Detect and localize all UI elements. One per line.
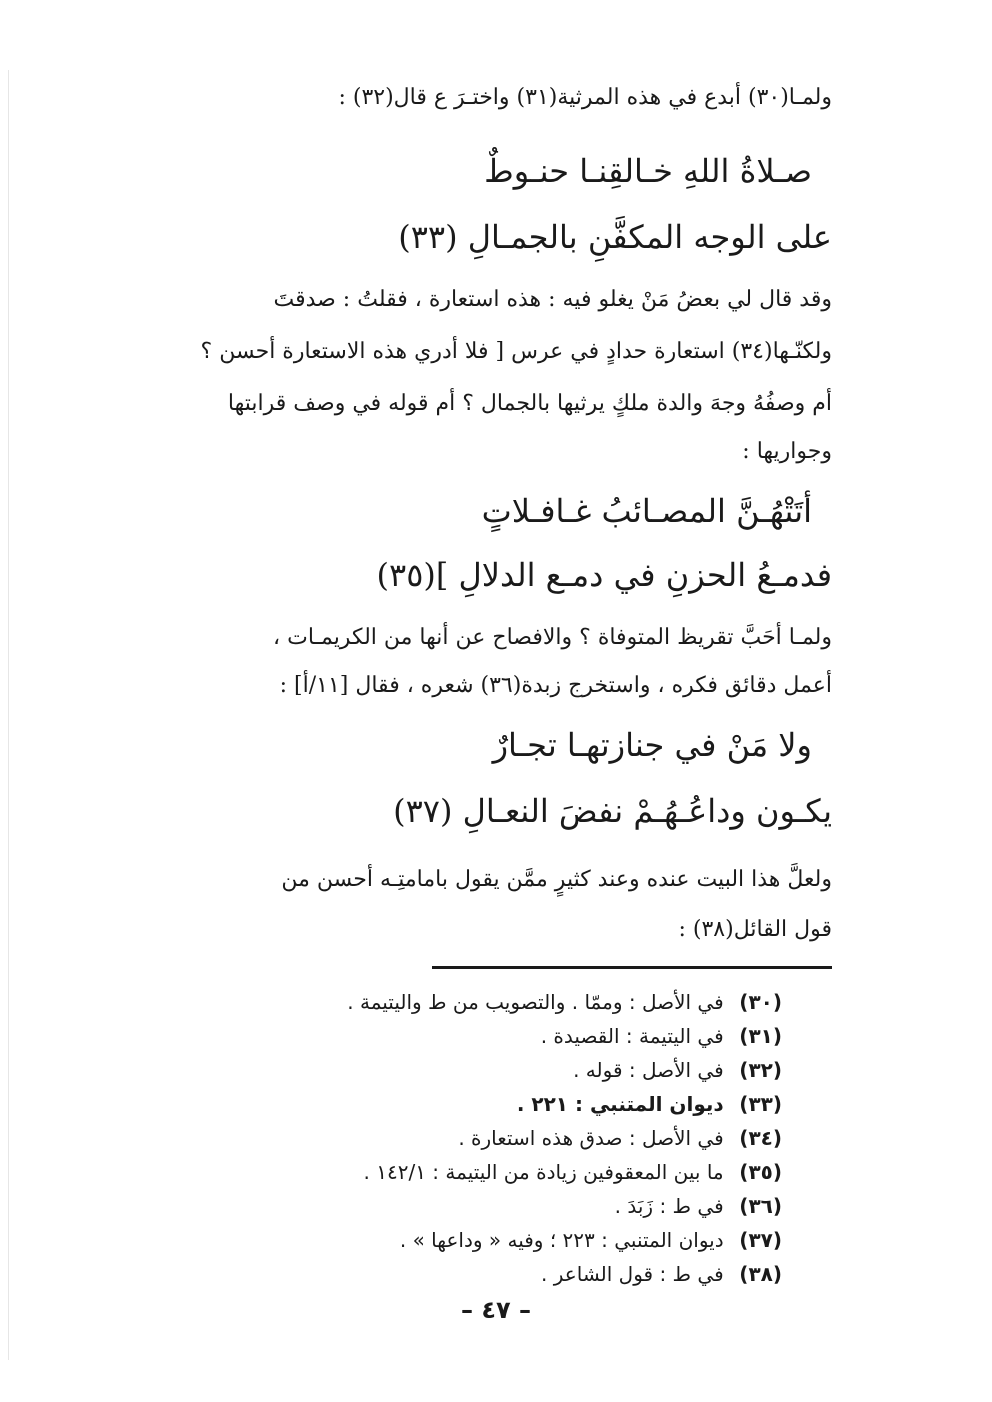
footnote-number: (٣٥): [739, 1160, 782, 1184]
footnote-number: (٣١): [739, 1024, 782, 1048]
footnote-number: (٣٨): [739, 1262, 782, 1286]
footnote: [400, 1228, 782, 1252]
prose-line: ولمـا(٣٠) أبدع في هذه المرثية(٣١) واختـرَ ع قال(٣٢) :: [338, 85, 832, 110]
verse-line: فدمـعُ الحزنِ في دمـع الدلالِ ](٣٥): [376, 556, 832, 594]
footnote-text: ديوان المتنبي : ٢٢٣ ؛ وفيه « وداعها » .: [399, 1228, 724, 1252]
verse-line: على الوجه المكفَّنِ بالجمـالِ (٣٣): [398, 218, 832, 256]
prose-line: أعمل دقائق فكره ، واستخرج زبدة(٣٦) شعره ، فقال [١١/أ] :: [279, 673, 832, 698]
footnote: [517, 1092, 782, 1116]
prose-line: ولكنّـها(٣٤) استعارة حدادٍ في عرس [ فلا أدري هذه الاستعارة أحسن ؟: [200, 339, 832, 364]
page-edge-line: [8, 70, 9, 1360]
page-number: – ٤٧ –: [460, 1296, 531, 1324]
footnote: [458, 1126, 782, 1150]
verse-line: ولا مَنْ في جنازتهـا تجـارٌ: [492, 726, 812, 764]
footnote-text: في ط : زَبَدَ .: [614, 1194, 724, 1218]
verse-line: صـلاةُ اللهِ خـالقِنـا حنـوطٌ: [484, 152, 812, 190]
footnote-text: في الأصل : صدق هذه استعارة .: [458, 1126, 724, 1150]
prose-line: وجواريها :: [742, 439, 832, 464]
footnote-text: في الأصل : قوله .: [573, 1058, 724, 1082]
footnote-text: ما بين المعقوفين زيادة من اليتيمة : ١٤٢/١ .: [363, 1160, 724, 1184]
footnote-number: (٣٢): [739, 1058, 782, 1082]
footnote-separator: [432, 966, 832, 969]
prose-line: ولمـا أحَبَّ تقريظ المتوفاة ؟ والافصاح عن أنها من الكريمـات ،: [273, 625, 832, 650]
prose-line: ولعلَّ هذا البيت عنده وعند كثيرٍ ممَّن يقول بامامتِـه أحسن من: [281, 867, 832, 892]
footnote: [347, 990, 782, 1014]
footnote: [573, 1058, 782, 1082]
prose-line: وقد قال لي بعضُ مَنْ يغلو فيه : هذه استعارة ، فقلتُ : صدقتَ: [273, 287, 832, 312]
footnote-number: (٣٧): [739, 1228, 782, 1252]
footnote-number: (٣٤): [739, 1126, 782, 1150]
prose-line: أم وصفُهُ وجهَ والدة ملكٍ يرثيها بالجمال ؟ أم قوله في وصف قرابتها: [227, 391, 832, 416]
verse-line: أتَتْهُـنَّ المصـائبُ غـافـلاتٍ: [481, 492, 812, 530]
footnote-text: في ط : قول الشاعر .: [541, 1262, 724, 1286]
verse-line: يكـون وداعُـهُـمْ نفضَ النعـالِ (٣٧): [393, 792, 832, 830]
footnote-number: (٣٣): [739, 1092, 782, 1116]
footnote-text: في الأصل : وممّا . والتصويب من ط واليتيمة .: [347, 990, 724, 1014]
footnote: [541, 1262, 782, 1286]
footnote: [364, 1160, 782, 1184]
footnote-number: (٣٠): [739, 990, 782, 1014]
prose-line: قول القائل(٣٨) :: [678, 917, 832, 942]
footnote-text: في اليتيمة : القصيدة .: [540, 1024, 724, 1048]
footnote-number: (٣٦): [739, 1194, 782, 1218]
footnote-text: ديوان المتنبي : ٢٢١ .: [516, 1092, 724, 1116]
footnote: [615, 1194, 782, 1218]
footnote: [541, 1024, 782, 1048]
